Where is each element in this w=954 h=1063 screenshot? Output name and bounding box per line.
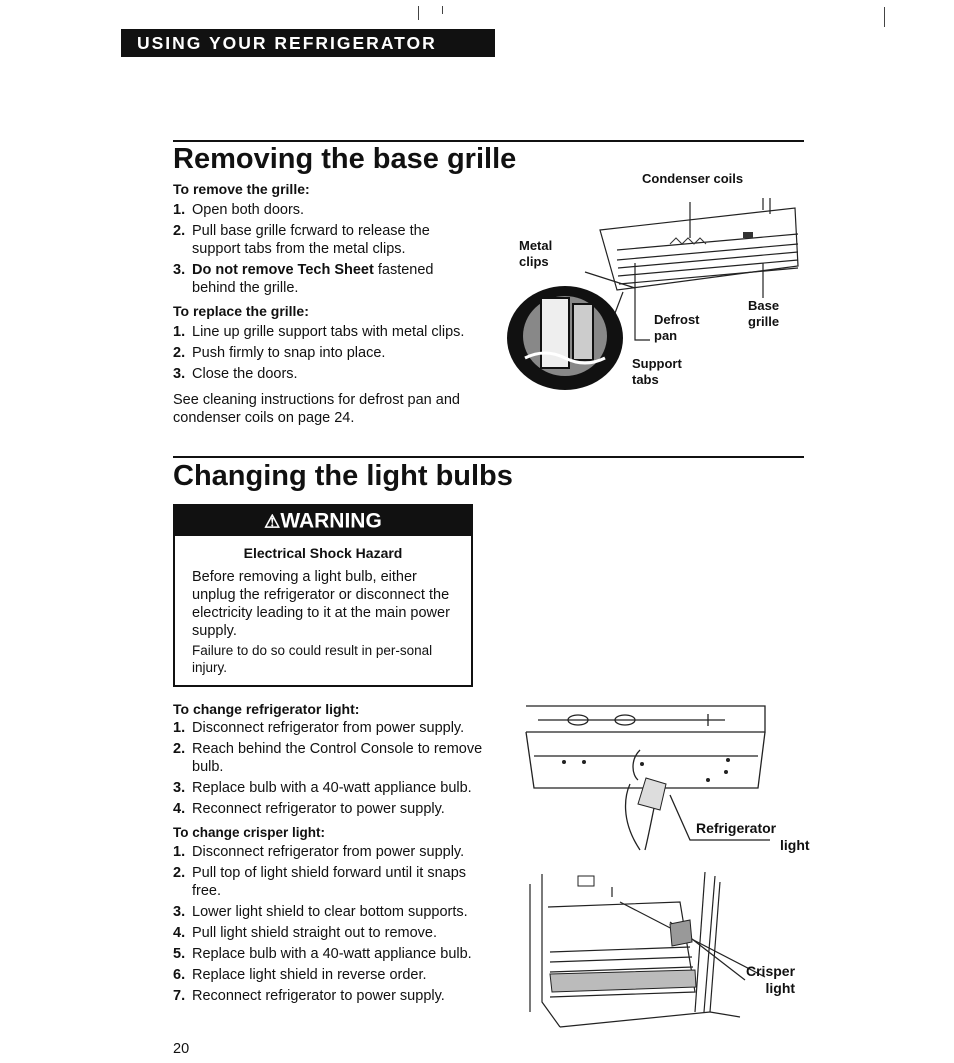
metal-clips-label: Metal clips: [519, 238, 553, 269]
warning-text-2: Failure to do so could result in per-sonal injury.: [192, 643, 433, 675]
cleaning-note: See cleaning instructions for defrost pan and condenser coils on page 24.: [173, 392, 460, 426]
warning-icon: ⚠: [264, 511, 281, 532]
crisper-light-figure: [520, 862, 804, 1042]
section-header-bar: USING YOUR REFRIGERATOR: [121, 29, 495, 57]
crisper-light-steps: [173, 843, 489, 1005]
list-item: 1. Disconnect refrigerator from power supply.: [173, 720, 465, 736]
list-item: 3. Close the doors.: [173, 366, 298, 382]
list-item: 6. Replace light shield in reverse order.: [173, 967, 427, 983]
list-item: 7. Reconnect refrigerator to power supply.: [173, 988, 445, 1004]
crisper-light-label: Crisper light: [746, 963, 796, 996]
defrost-pan-label: Defrost pan: [654, 312, 700, 343]
warning-header: [175, 506, 471, 536]
section-divider-bulbs: [173, 456, 804, 458]
warning-box: [173, 504, 473, 687]
list-item: 3. Do not remove Tech Sheet fastened behind the grille.: [173, 262, 434, 296]
refrigerator-light-label: Refrigerator light: [696, 820, 810, 853]
list-item: 2. Pull top of light shield forward until it snaps free.: [173, 865, 467, 899]
crisper-light-heading: To change crisper light:: [173, 825, 326, 840]
page-number: 20: [173, 1041, 190, 1057]
fridge-light-steps: [173, 719, 489, 818]
list-item: 4. Pull light shield straight out to remove.: [173, 925, 438, 941]
header-tick-mark: [418, 6, 419, 20]
warning-label: WARNING: [280, 509, 382, 533]
base-grille-label: Base grille: [748, 298, 780, 329]
remove-grille-steps: [173, 201, 473, 297]
list-item: 2. Pull base grille fcrward to release the support tabs from the metal clips.: [173, 223, 430, 257]
replace-grille-steps: [173, 323, 473, 383]
section-divider-grille: [173, 140, 804, 142]
header-tick-mark: [442, 6, 443, 14]
list-item: 3. Replace bulb with a 40-watt appliance bulb.: [173, 780, 472, 796]
grille-instructions: [173, 181, 473, 427]
list-item: 2. Push firmly to snap into place.: [173, 345, 386, 361]
grille-section-title: Removing the base grille: [173, 143, 517, 175]
hazard-title: Electrical Shock Hazard: [243, 545, 403, 561]
crisper-light-illustration: [520, 862, 804, 1042]
list-item: 1. Disconnect refrigerator from power supply.: [173, 844, 465, 860]
condenser-coils-label: Condenser coils: [642, 171, 744, 186]
list-item: 2. Reach behind the Control Console to remove bulb.: [173, 741, 483, 775]
list-item: 3. Lower light shield to clear bottom supports.: [173, 904, 468, 920]
base-grille-figure: [505, 168, 805, 398]
list-item: 4. Reconnect refrigerator to power supply.: [173, 801, 445, 817]
warning-text-1: Before removing a light bulb, either unplug the refrigerator or disconnect the electricity leading to it at the main power supply.: [192, 569, 450, 639]
bulbs-section-title: Changing the light bulbs: [173, 460, 513, 492]
refrigerator-light-figure: [520, 700, 810, 860]
list-item: 5. Replace bulb with a 40-watt appliance bulb.: [173, 946, 472, 962]
remove-grille-heading: To remove the grille:: [173, 181, 310, 197]
support-tabs-label: Support tabs: [632, 356, 682, 387]
bulbs-instructions: [173, 701, 489, 1008]
list-item: 1. Open both doors.: [173, 202, 305, 218]
fridge-light-heading: To change refrigerator light:: [173, 701, 360, 717]
header-tick-mark: [884, 7, 885, 27]
list-item: 1. Line up grille support tabs with metal clips.: [173, 324, 465, 340]
replace-grille-heading: To replace the grille:: [173, 303, 309, 319]
